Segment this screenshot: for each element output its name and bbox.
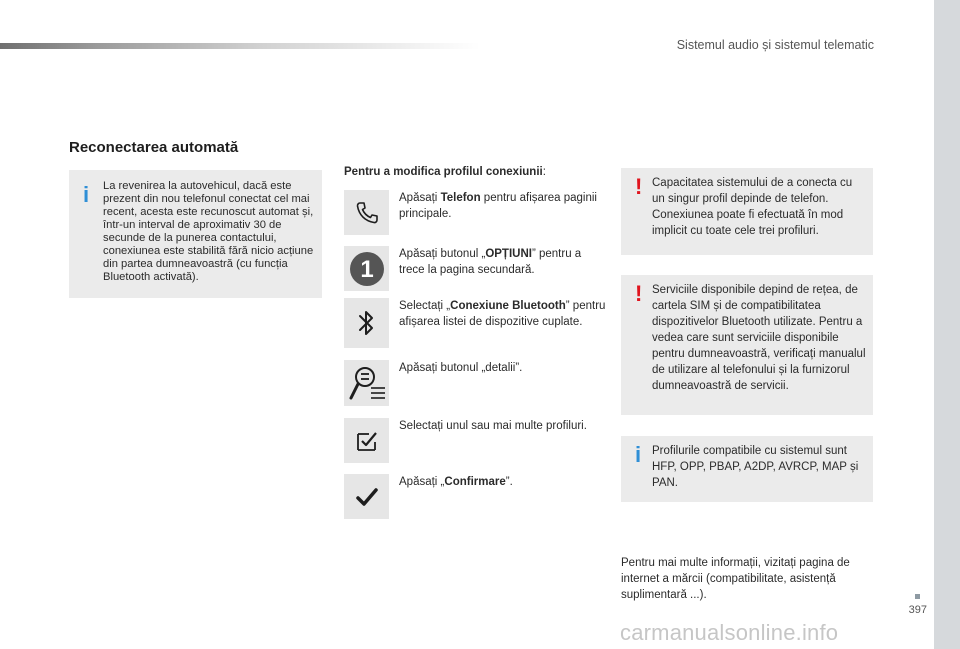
step-text-pre: Apăsați butonul „detalii”. <box>399 362 523 374</box>
warning-text-profile: Capacitatea sistemului de a conecta cu un singur profil depinde de telefon. Conexiunea poate fi efectuată în mod implicit cu toate cele trei profiluri. <box>652 177 853 237</box>
number-one-label: 1 <box>359 255 374 283</box>
step-text-pre: Selectați „ <box>399 300 451 312</box>
left-info-box <box>69 170 322 298</box>
info-icon: i <box>635 442 642 467</box>
page-number: 397 <box>908 604 927 616</box>
step-bluetooth-text <box>399 298 609 330</box>
step-telefon-text <box>399 190 609 222</box>
warning-icon: ! <box>635 281 643 306</box>
step-text-pre: Selectați unul sau mai multe profiluri. <box>399 420 587 432</box>
step-text-bold: OPȚIUNI <box>485 248 532 260</box>
number-one-icon <box>344 246 389 291</box>
step-text-pre: Apăsați butonul „ <box>399 248 486 260</box>
section-title: Reconectarea automată <box>69 139 239 156</box>
header-title: Sistemul audio și sistemul telematic <box>676 38 874 52</box>
left-info-text: La revenirea la autovehicul, dacă este prezent din nou telefonul conectat cel mai recent, acesta este recunoscut automat și, într-un interval de aproximativ 30 de secunde de la punerea contactului, conexiunea este stabilită fără nicio acțiune din partea dumneavoastră (cu funcția Bluetooth activată). <box>103 180 314 283</box>
watermark: carmanualsonline.info <box>620 620 839 645</box>
step-text-bold: Telefon <box>440 192 481 204</box>
warning-box-profile <box>621 168 873 255</box>
step-text-pre: Apăsați „ <box>399 476 445 488</box>
footer-note: Pentru mai multe informații, vizitați pagina de internet a mărcii (compatibilitate, asistență suplimentară ...). <box>621 557 850 601</box>
header-gradient-bar <box>0 43 480 49</box>
column-title <box>344 166 546 178</box>
step-text-bold: Confirmare <box>444 476 506 488</box>
warning-text-services: Serviciile disponibile depind de rețea, de cartela SIM și de compatibilitatea dispozitivelor Bluetooth utilizate. Pentru a vedea care sunt serviciile disponibile pentru dumneavoastră, verificați manualul de utilizare al telefonului și la furnizorul dumneavoastră de servicii. <box>652 284 866 392</box>
step-text-post: pentru afișarea paginii principale. <box>399 192 597 220</box>
step-text-pre: Apăsați <box>399 192 441 204</box>
phone-handset-icon <box>344 190 389 235</box>
step-profiluri-text <box>399 418 609 434</box>
side-strip <box>934 0 960 649</box>
details-magnifier-icon <box>344 360 389 406</box>
step-confirmare-text <box>399 474 609 490</box>
page-marker <box>915 594 920 599</box>
info-text-profiles: Profilurile compatibile cu sistemul sunt HFP, OPP, PBAP, A2DP, AVRCP, MAP și PAN. <box>652 445 859 489</box>
info-icon: i <box>83 182 90 207</box>
warning-icon: ! <box>635 174 643 199</box>
step-text-post: ” pentru a trece la pagina secundară. <box>399 248 582 276</box>
checkbox-select-icon <box>344 418 389 463</box>
column-title-suffix: : <box>542 166 546 178</box>
info-box-profiles <box>621 436 873 502</box>
column-title-bold: Pentru a modifica profilul conexiunii <box>344 166 543 178</box>
step-text-post: ” pentru afișarea listei de dispozitive cuplate. <box>399 300 606 328</box>
checkmark-icon <box>344 474 389 519</box>
step-text-bold: Conexiune Bluetooth <box>450 300 566 312</box>
step-optiuni-text <box>399 246 609 278</box>
warning-box-services <box>621 275 873 415</box>
bluetooth-icon <box>344 298 389 348</box>
step-text-post: ”. <box>505 476 513 488</box>
step-detalii-text <box>399 360 609 376</box>
